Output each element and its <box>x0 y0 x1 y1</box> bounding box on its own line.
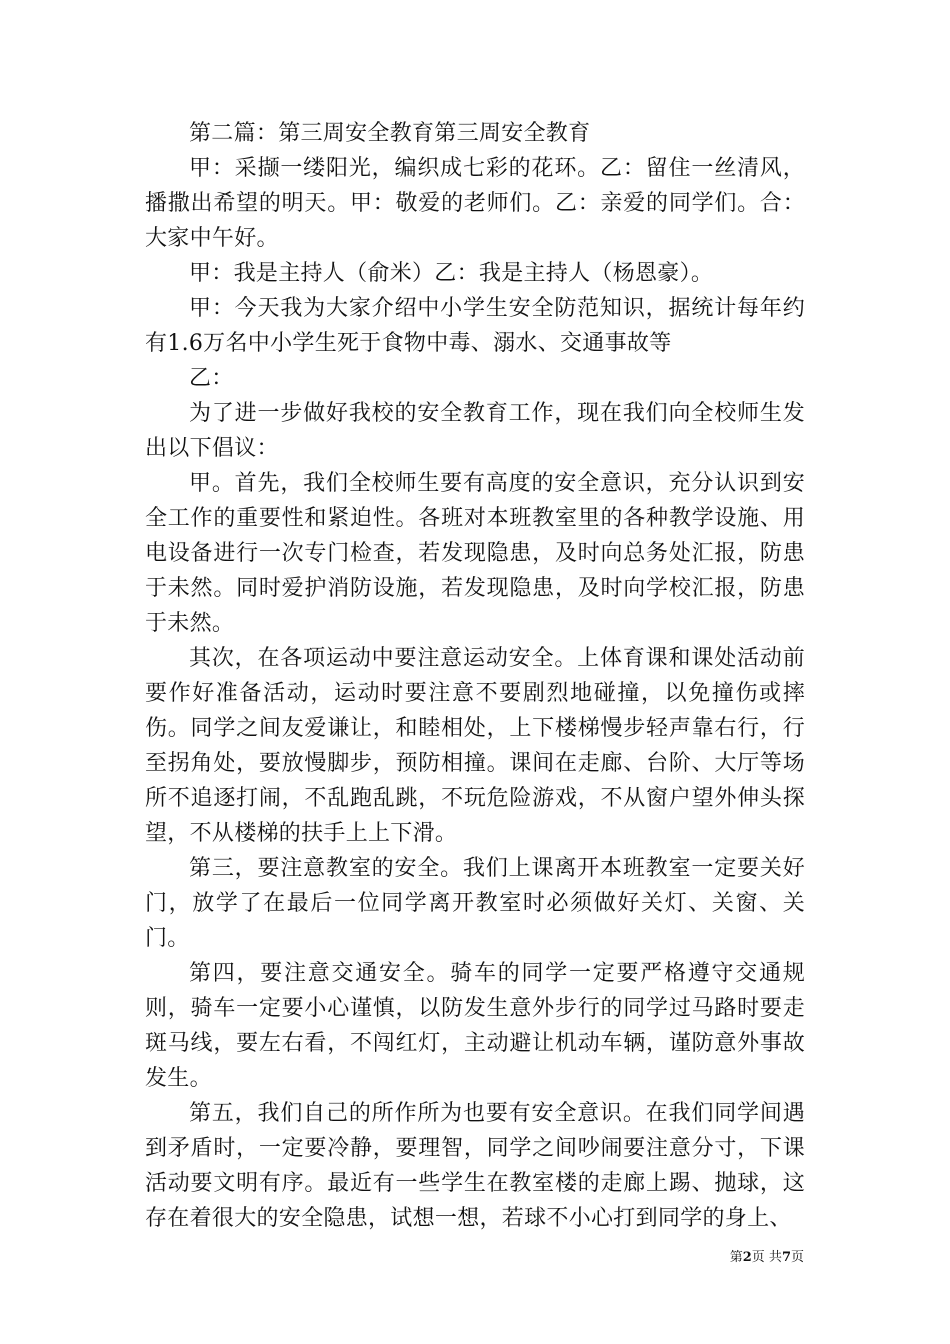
footer-prefix: 第 <box>729 1250 743 1265</box>
current-page-number: 2 <box>742 1250 752 1265</box>
paragraph: 第四，要注意交通安全。骑车的同学一定要严格遵守交通规则，骑车一定要小心谨慎，以防发生意外步行的同学过马路时要走斑马线，要左右看，不闯红灯，主动避让机动车辆，谨防意外事故发生。 <box>145 961 805 1091</box>
page-footer <box>730 1246 804 1265</box>
total-pages-number: 7 <box>781 1250 791 1265</box>
paragraph: 甲：今天我为大家介绍中小学生安全防范知识，据统计每年约有1.6万名中小学生死于食物中毒、溺水、交通事故等 <box>145 296 805 356</box>
paragraph: 为了进一步做好我校的安全教育工作，现在我们向全校师生发出以下倡议： <box>145 401 805 461</box>
paragraph: 甲。首先，我们全校师生要有高度的安全意识，充分认识到安全工作的重要性和紧迫性。各班对本班教室里的各种教学设施、用电设备进行一次专门检查，若发现隐患，及时向总务处汇报，防患于未然。同时爱护消防设施，若发现隐患，及时向学校汇报，防患于未然。 <box>145 471 805 636</box>
document-title: 第二篇：第三周安全教育第三周安全教育 <box>189 121 591 146</box>
paragraph: 其次，在各项运动中要注意运动安全。上体育课和课处活动前要作好准备活动，运动时要注意不要剧烈地碰撞，以免撞伤或摔伤。同学之间友爱谦让，和睦相处，上下楼梯慢步轻声靠右行，行至拐角处，要放慢脚步，预防相撞。课间在走廊、台阶、大厅等场所不追逐打闹，不乱跑乱跳，不玩危险游戏，不从窗户望外伸头探望，不从楼梯的扶手上上下滑。 <box>145 646 805 846</box>
paragraph: 甲：我是主持人（俞米）乙：我是主持人（杨恩豪）。 <box>189 261 714 286</box>
footer-middle: 页 共 <box>751 1250 782 1265</box>
document-body <box>145 116 805 1236</box>
footer-suffix: 页 <box>790 1250 804 1265</box>
paragraph: 甲：采撷一缕阳光，编织成七彩的花环。乙：留住一丝清风，播撒出希望的明天。甲：敬爱的老师们。乙：亲爱的同学们。合：大家中午好。 <box>145 156 805 251</box>
paragraph: 乙： <box>189 366 234 391</box>
paragraph: 第三，要注意教室的安全。我们上课离开本班教室一定要关好门，放学了在最后一位同学离开教室时必须做好关灯、关窗、关门。 <box>145 856 805 951</box>
paragraph: 第五，我们自己的所作所为也要有安全意识。在我们同学间遇到矛盾时，一定要冷静，要理智，同学之间吵闹要注意分寸，下课活动要文明有序。最近有一些学生在教室楼的走廊上踢、抛球，这存在着很大的安全隐患，试想一想，若球不小心打到同学的身上、 <box>145 1101 805 1231</box>
